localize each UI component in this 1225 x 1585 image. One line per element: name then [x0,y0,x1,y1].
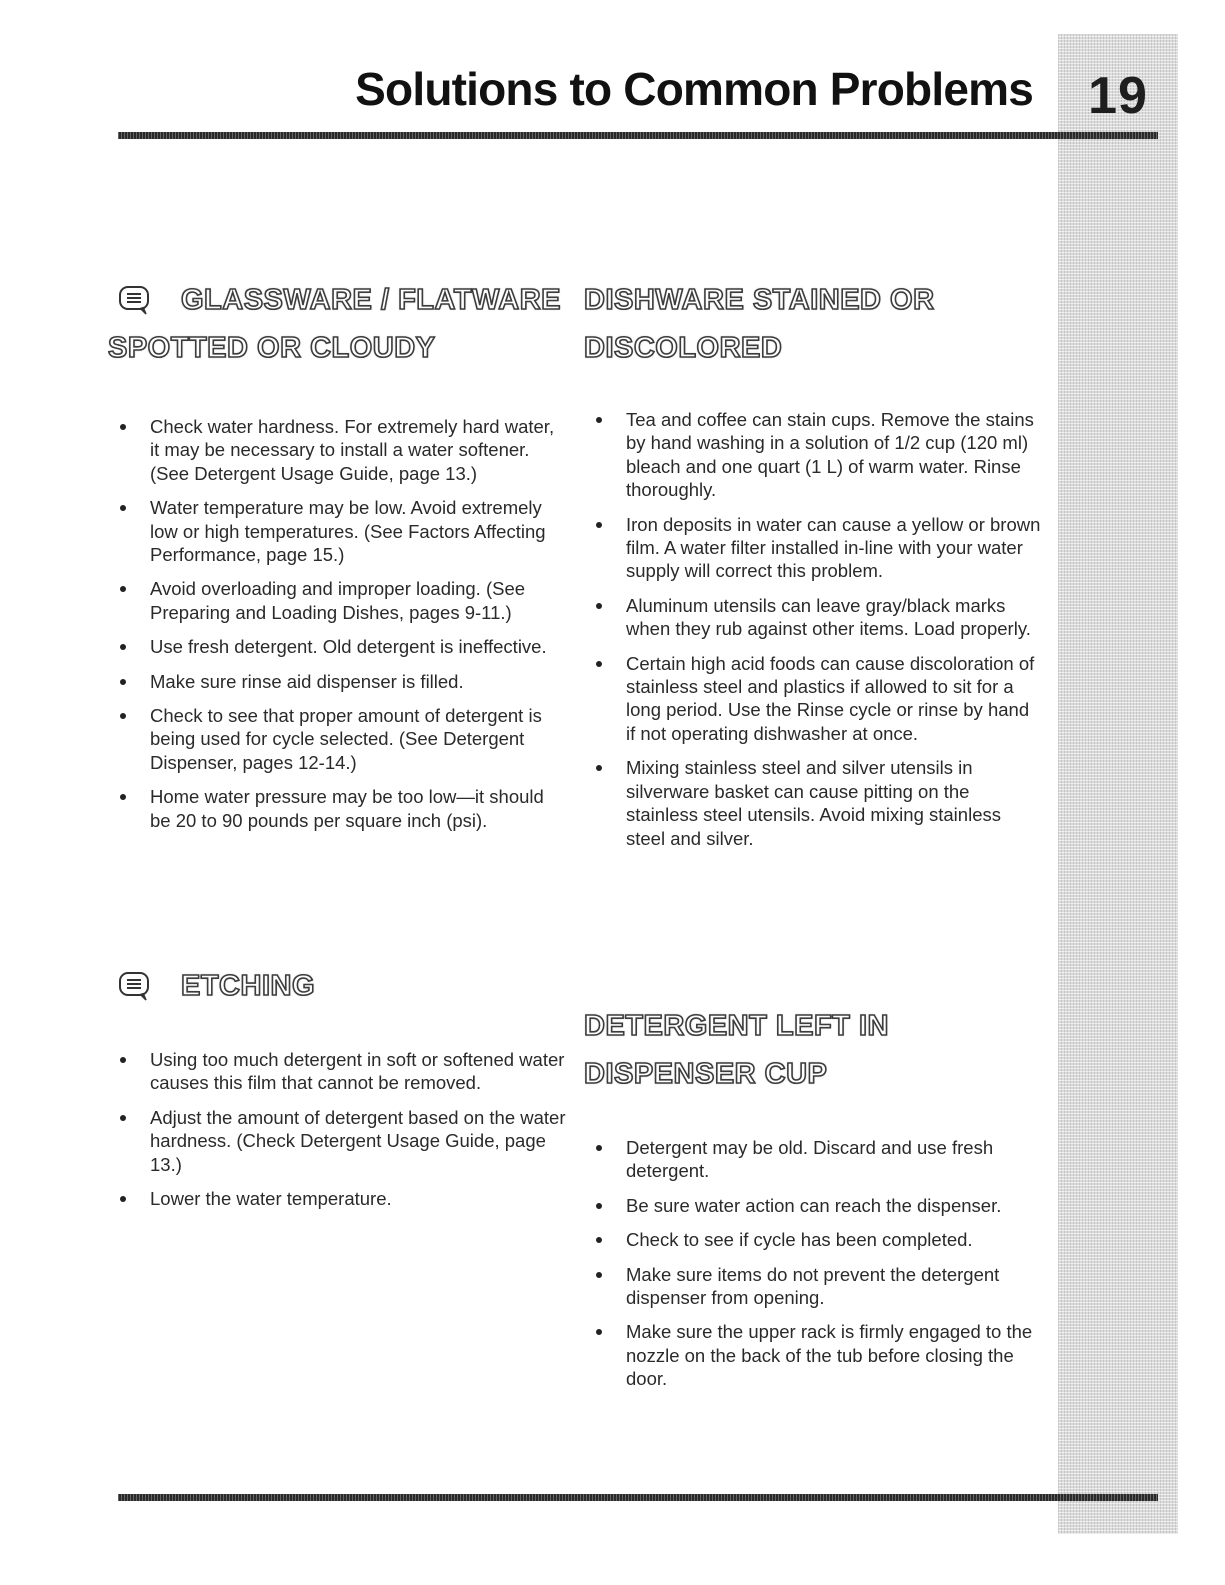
list-item: Tea and coffee can stain cups. Remove the stains by hand washing in a solution of 1/2 cup (120 ml) bleach and one quart (1 L) of warm water. Rinse thoroughly. [584,408,1042,502]
note-icon [118,971,152,1001]
heading-line-2: DISPENSER CUP [584,1058,828,1090]
page-title: Solutions to Common Problems [355,63,1033,115]
section-heading [108,276,578,372]
list-item: Certain high acid foods can cause discoloration of stainless steel and plastics if allowed to sit for a long period. Use the Rinse cycle or rinse by hand if not operating dishwasher at once. [584,652,1042,746]
detergent-left-list [584,1136,1046,1391]
list-item: Lower the water temperature. [108,1187,568,1210]
heading-line-1: ETCHING [181,970,315,1002]
list-item: Be sure water action can reach the dispenser. [584,1194,1046,1217]
section-heading [108,962,578,1010]
list-item: Iron deposits in water can cause a yellow or brown film. A water filter installed in-line with your water supply will correct this problem. [584,513,1042,583]
section-detergent-left [584,1002,1054,1402]
list-item: Make sure the upper rack is firmly engaged to the nozzle on the back of the tub before closing the door. [584,1320,1046,1390]
heading-line-2: DISCOLORED [584,332,783,364]
heading-line-1: DETERGENT LEFT IN [584,1010,889,1042]
list-item: Check to see that proper amount of detergent is being used for cycle selected. (See Detergent Dispenser, pages 12-14.) [108,704,568,774]
heading-line-1: GLASSWARE / FLATWARE [181,284,562,316]
section-etching [108,962,578,1221]
list-item: Water temperature may be low. Avoid extremely low or high temperatures. (See Factors Affecting Performance, page 15.) [108,496,568,566]
bottom-divider [118,1494,1158,1501]
list-item: Check to see if cycle has been completed. [584,1228,1046,1251]
list-item: Mixing stainless steel and silver utensils in silverware basket can cause pitting on the stainless steel utensils. Avoid mixing stainless steel and silver. [584,756,1042,850]
list-item: Make sure rinse aid dispenser is filled. [108,670,568,693]
section-heading [584,276,1054,372]
list-item: Using too much detergent in soft or softened water causes this film that cannot be removed. [108,1048,568,1095]
list-item: Detergent may be old. Discard and use fresh detergent. [584,1136,1046,1183]
note-icon [118,285,152,315]
list-item: Use fresh detergent. Old detergent is ineffective. [108,635,568,658]
section-glassware [108,276,578,843]
top-divider [118,132,1158,139]
list-item: Adjust the amount of detergent based on the water hardness. (Check Detergent Usage Guide, page 13.) [108,1106,568,1176]
glassware-list [108,415,568,832]
etching-list [108,1048,568,1210]
list-item: Aluminum utensils can leave gray/black marks when they rub against other items. Load properly. [584,594,1042,641]
list-item: Avoid overloading and improper loading. (See Preparing and Loading Dishes, pages 9-11.) [108,577,568,624]
list-item: Make sure items do not prevent the detergent dispenser from opening. [584,1263,1046,1310]
section-dishware [584,276,1054,861]
dishware-list [584,408,1042,850]
list-item: Home water pressure may be too low—it should be 20 to 90 pounds per square inch (psi). [108,785,568,832]
list-item: Check water hardness. For extremely hard water, it may be necessary to install a water softener. (See Detergent Usage Guide, page 13.) [108,415,568,485]
section-heading [584,1002,1054,1098]
heading-line-1: DISHWARE STAINED OR [584,284,935,316]
side-tab [1058,34,1178,1534]
page-number: 19 [1088,67,1148,125]
heading-line-2: SPOTTED OR CLOUDY [108,332,436,364]
